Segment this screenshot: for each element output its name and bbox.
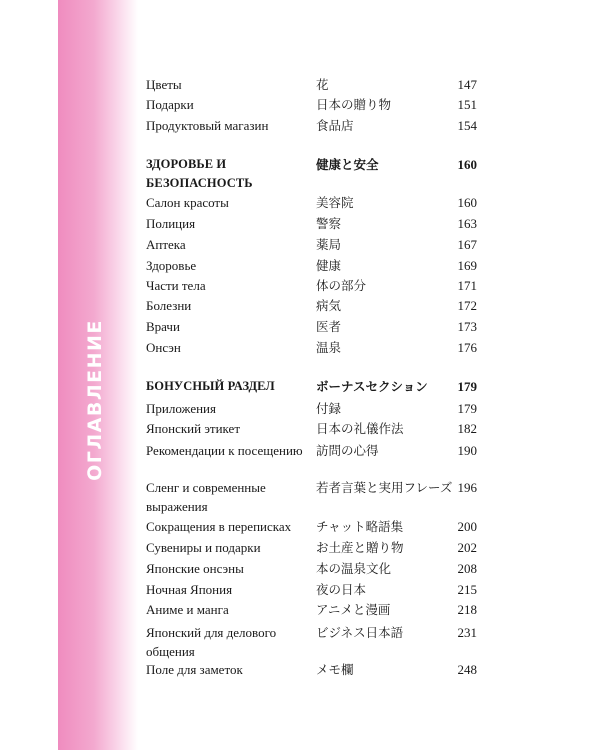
entry-title-ru: Поле для заметок (146, 662, 243, 677)
entry-title-jp: 日本の礼儀作法 (316, 421, 404, 436)
entry-title-jp: 体の部分 (316, 278, 367, 293)
entry-title-jp: 温泉 (316, 340, 342, 355)
entry-title-ru: Онсэн (146, 340, 181, 355)
entry-title-ru: Японские онсэны (146, 561, 244, 576)
entry-page-number: 173 (457, 319, 477, 334)
entry-page-number: 171 (457, 278, 477, 293)
entry-title-jp: アニメと漫画 (316, 602, 391, 617)
entry-page-number: 215 (457, 582, 477, 597)
entry-page-number: 154 (457, 118, 477, 133)
entry-page-number: 179 (457, 401, 477, 416)
entry-title-jp: 医者 (316, 319, 342, 334)
entry-title-ru: Сокращения в переписках (146, 519, 292, 534)
entry-title-ru: Приложения (146, 401, 216, 416)
entry-title-jp: 訪問の心得 (316, 443, 379, 458)
entry-page-number: 169 (457, 258, 477, 273)
entry-page-number: 218 (457, 602, 477, 617)
entry-title-jp: ボーナスセクション (316, 379, 428, 394)
entry-page-number: 190 (457, 443, 477, 458)
entry-page-number: 208 (457, 561, 477, 576)
entry-title-jp: 食品店 (316, 118, 354, 133)
entry-title-ru: ЗДОРОВЬЕ И БЕЗОПАСНОСТЬ (146, 157, 253, 190)
entry-title-jp: 健康 (316, 258, 342, 273)
entry-page-number: 231 (457, 625, 477, 640)
entry-title-ru: Сленг и современные выражения (146, 480, 266, 514)
entry-page-number: 167 (457, 237, 477, 252)
entry-title-jp: チャット略語集 (316, 519, 404, 534)
entry-page-number: 160 (457, 195, 477, 210)
entry-page-number: 248 (457, 662, 477, 677)
entry-page-number: 176 (457, 340, 477, 355)
entry-title-jp: 本の温泉文化 (316, 561, 392, 576)
entry-title-jp: 花 (316, 77, 329, 92)
entry-title-ru: Аптека (146, 237, 186, 252)
entry-page-number: 182 (457, 421, 477, 436)
entry-title-ru: Рекомендации к посещению (146, 443, 303, 458)
side-title: ОГЛАВЛЕНИЕ (84, 319, 106, 481)
entry-page-number: 200 (457, 519, 477, 534)
entry-title-jp: 日本の贈り物 (316, 97, 392, 112)
entry-title-ru: Здоровье (146, 258, 197, 273)
entry-title-ru: Продуктовый магазин (146, 118, 269, 133)
entry-title-ru: Японский для делового общения (146, 625, 277, 659)
entry-page-number: 179 (457, 379, 477, 394)
entry-page-number: 160 (457, 157, 477, 172)
entry-title-jp: ビジネス日本語 (316, 625, 404, 640)
entry-title-ru: Подарки (146, 97, 194, 112)
entry-title-ru: Врачи (146, 319, 180, 334)
entry-page-number: 147 (457, 77, 477, 92)
entry-page-number: 151 (457, 97, 477, 112)
entry-title-ru: Японский этикет (146, 421, 240, 436)
entry-title-jp: 病気 (316, 298, 342, 313)
entry-title-jp: 薬局 (316, 237, 342, 252)
entry-title-ru: Аниме и манга (146, 602, 229, 617)
entry-page-number: 202 (457, 540, 477, 555)
entry-title-jp: 健康と安全 (316, 157, 379, 172)
entry-title-jp: 夜の日本 (316, 582, 367, 597)
entry-title-ru: БОНУСНЫЙ РАЗДЕЛ (146, 379, 275, 393)
entry-title-ru: Полиция (146, 216, 196, 231)
entry-page-number: 172 (457, 298, 477, 313)
entry-title-jp: 付録 (316, 401, 342, 416)
entry-title-jp: 警察 (316, 216, 342, 231)
entry-title-jp: 若者言葉と実用フレーズ (316, 480, 453, 495)
entry-page-number: 163 (457, 216, 477, 231)
entry-title-ru: Цветы (146, 77, 182, 92)
entry-title-ru: Части тела (146, 278, 206, 293)
entry-title-jp: お土産と贈り物 (316, 540, 404, 555)
entry-title-jp: 美容院 (316, 195, 354, 210)
entry-title-ru: Салон красоты (146, 195, 229, 210)
entry-title-ru: Болезни (146, 298, 192, 313)
entry-title-jp: メモ欄 (316, 662, 354, 677)
entry-page-number: 196 (457, 480, 477, 495)
entry-title-ru: Сувениры и подарки (146, 540, 261, 555)
entry-title-ru: Ночная Япония (146, 582, 233, 597)
